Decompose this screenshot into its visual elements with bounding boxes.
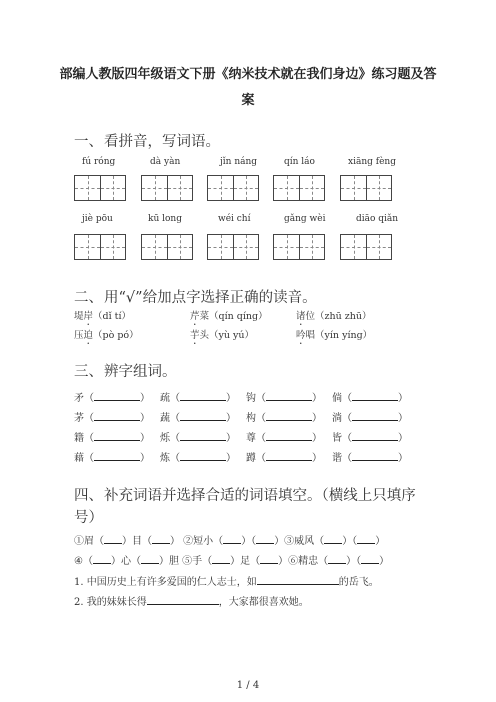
word-group-item[interactable]: 淌（ ） [332, 409, 408, 424]
idiom-fill-line-2[interactable]: ④（ ）心（ ）胆 ⑤手（ ）足（ ）⑥精忠（ ）（ ） [74, 552, 389, 567]
section-number: 四、 [74, 488, 103, 504]
page-number: 1 / 4 [236, 680, 260, 691]
word-group-item[interactable]: 钩（ ） [246, 389, 322, 404]
word-group-item[interactable]: 谐（ ） [332, 449, 408, 464]
section-number: 一、 [74, 134, 103, 150]
word-group-item[interactable]: 疏（ ） [160, 389, 236, 404]
section-number: 三、 [74, 364, 103, 380]
word-group-item[interactable]: 籍（ ） [74, 429, 150, 444]
section-4-heading-cont: 号） [74, 510, 103, 526]
section-number: 二、 [74, 290, 103, 306]
reading-item: 芋头（yù yú） [190, 330, 255, 341]
reading-item: 芹菜（qín qíng） [190, 311, 268, 322]
word-group-item[interactable]: 藉（ ） [74, 449, 150, 464]
word-group-item[interactable]: 茅（ ） [74, 409, 150, 424]
writing-grid[interactable] [74, 175, 126, 201]
word-group-item[interactable]: 倘（ ） [332, 389, 408, 404]
word-group-item[interactable]: 矛（ ） [74, 389, 150, 404]
document-title-line2: 案 [241, 93, 255, 108]
word-group-item[interactable]: 烁（ ） [160, 429, 236, 444]
section-instruction: 看拼音，写词语。 [104, 134, 220, 150]
pinyin-label: fú róng [82, 157, 116, 167]
section-instruction: 补充词语并选择合适的词语填空。（横线上只填序 [104, 488, 416, 504]
section-3-heading [74, 360, 177, 381]
word-group-item[interactable]: 尊（ ） [246, 429, 322, 444]
section-2-heading [74, 286, 317, 307]
document-title-line1: 部编人教版四年级语文下册《纳米技术就在我们身边》练习题及答 [59, 67, 437, 82]
section-1-heading [74, 130, 220, 151]
pinyin-label: gǎng wèi [284, 214, 326, 224]
pinyin-label: kū long [148, 214, 182, 224]
pinyin-label: qín láo [284, 157, 315, 167]
word-group-item[interactable]: 炼（ ） [160, 449, 236, 464]
question-1[interactable]: 1. 中国历史上有许多爱国的仁人志士，如 的岳飞。 [74, 573, 379, 588]
reading-item: 堤岸（dǐ tí） [74, 311, 132, 322]
writing-grid[interactable] [74, 234, 126, 260]
pinyin-label: wéi chí [218, 214, 251, 224]
word-group-item[interactable]: 蔬（ ） [160, 409, 236, 424]
word-group-item[interactable]: 蹲（ ） [246, 449, 322, 464]
pinyin-label: dà yàn [150, 157, 181, 167]
section-4-heading [74, 484, 416, 505]
pinyin-label: xiāng fèng [348, 157, 396, 167]
pinyin-label: diāo qiǎn [356, 214, 399, 224]
writing-grid[interactable] [141, 175, 193, 201]
pinyin-label: jǐn náng [220, 157, 258, 167]
section-instruction: 辨字组词。 [104, 364, 177, 380]
writing-grid[interactable] [273, 234, 325, 260]
question-2[interactable]: 2. 我的妹妹长得 ，大家都很喜欢她。 [74, 593, 309, 608]
pinyin-label: jiè pōu [82, 214, 113, 224]
writing-grid[interactable] [207, 234, 259, 260]
word-group-item[interactable]: 构（ ） [246, 409, 322, 424]
section-instruction: 用“√”给加点字选择正确的读音。 [104, 290, 317, 306]
idiom-fill-line-1[interactable]: ①眉（ ）目（ ） ②短小（ ）（ ）③威风（ ）（ ） [74, 532, 385, 547]
reading-item: 压迫（pò pó） [74, 330, 139, 341]
writing-grid[interactable] [207, 175, 259, 201]
writing-grid[interactable] [273, 175, 325, 201]
writing-grid[interactable] [340, 234, 392, 260]
writing-grid[interactable] [340, 175, 392, 201]
reading-item: 吟唱（yín yíng） [296, 330, 373, 341]
reading-item: 诸位（zhū zhū） [296, 311, 372, 322]
writing-grid[interactable] [141, 234, 193, 260]
word-group-item[interactable]: 皆（ ） [332, 429, 408, 444]
